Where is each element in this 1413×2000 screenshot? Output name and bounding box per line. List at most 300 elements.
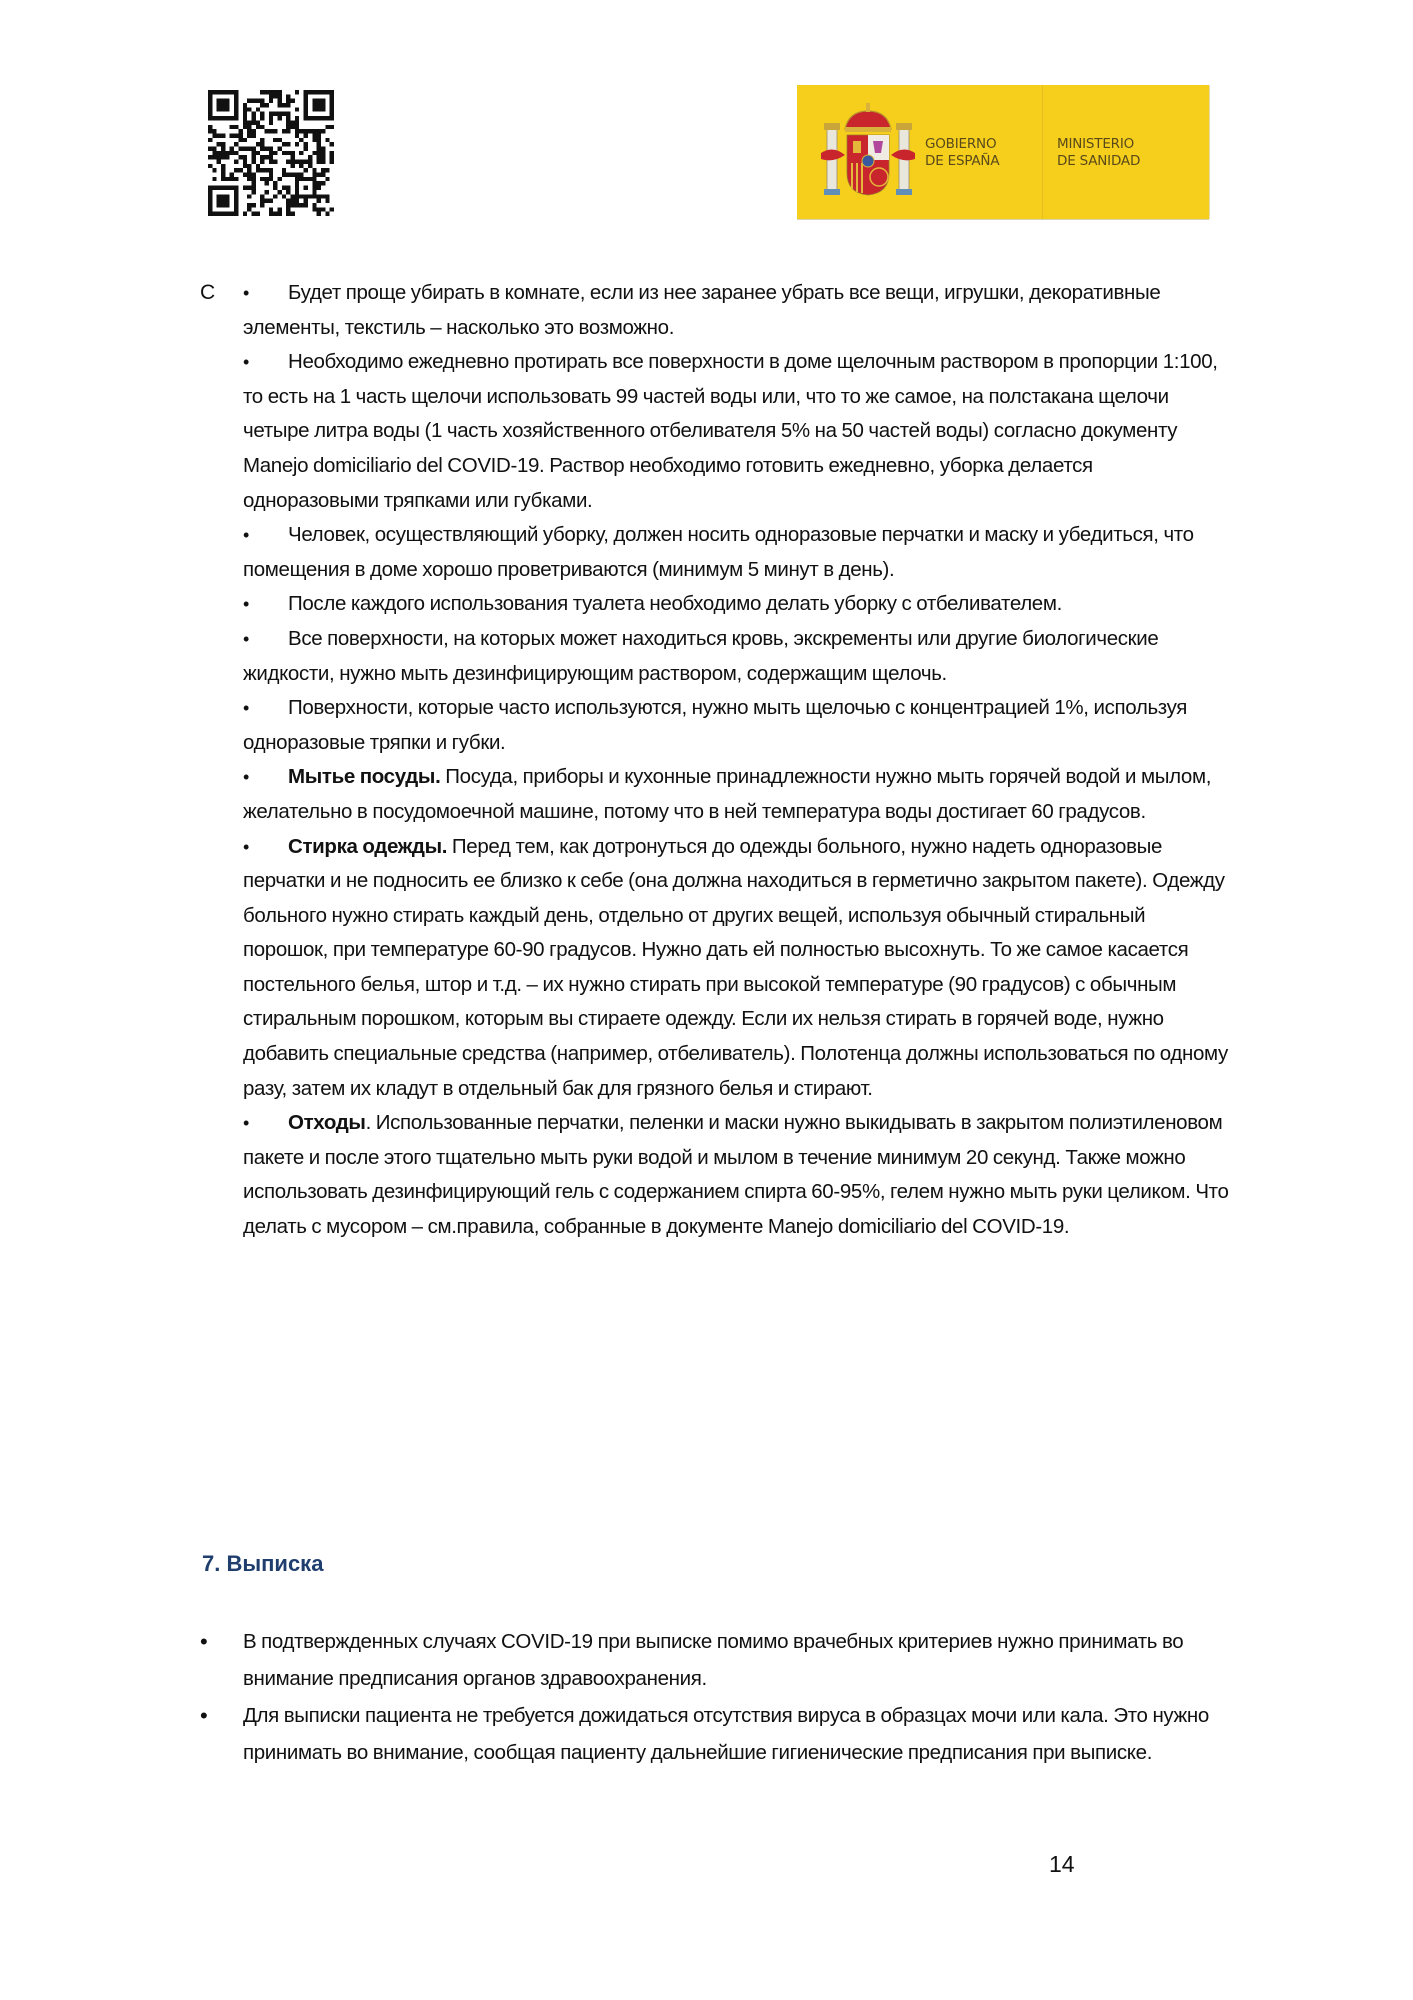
qr-module: [269, 212, 273, 216]
qr-module: [278, 116, 282, 120]
qr-module: [251, 186, 255, 190]
qr-module: [264, 90, 268, 94]
qr-module: [225, 151, 229, 155]
qr-code: [207, 90, 335, 216]
qr-module: [291, 212, 295, 216]
qr-module: [278, 99, 282, 103]
qr-module: [304, 203, 308, 207]
qr-module: [295, 90, 299, 94]
qr-module: [221, 164, 225, 168]
qr-module: [317, 155, 321, 159]
qr-module: [273, 212, 277, 216]
list-item: [243, 345, 1233, 518]
logo-line: DE ESPAÑA: [925, 153, 1000, 169]
qr-module: [260, 116, 264, 120]
qr-module: [243, 120, 247, 124]
qr-module: [295, 160, 299, 164]
bullet-icon: •: [200, 1629, 208, 1654]
qr-module: [325, 168, 329, 172]
qr-module: [325, 199, 329, 203]
discharge-list: [200, 1623, 1210, 1771]
qr-module: [260, 142, 264, 146]
qr-module: [212, 146, 216, 150]
qr-module: [251, 203, 255, 207]
qr-module: [278, 112, 282, 116]
qr-module: [260, 203, 264, 207]
qr-module: [278, 146, 282, 150]
qr-module: [269, 151, 273, 155]
qr-module: [212, 155, 216, 159]
qr-module: [247, 133, 251, 137]
qr-module: [295, 142, 299, 146]
qr-module: [247, 120, 251, 124]
qr-module: [295, 173, 299, 177]
qr-module: [217, 155, 221, 159]
qr-module: [221, 173, 225, 177]
qr-module: [230, 146, 234, 150]
qr-module: [286, 129, 290, 133]
qr-module: [212, 151, 216, 155]
qr-module: [286, 203, 290, 207]
bullet-icon: •: [243, 283, 249, 303]
qr-module: [312, 203, 316, 207]
qr-module: [295, 129, 299, 133]
list-item: [243, 276, 1233, 345]
qr-module: [230, 125, 234, 129]
logo-line: MINISTERIO: [1057, 136, 1135, 152]
qr-module: [291, 155, 295, 159]
qr-module: [256, 151, 260, 155]
list-item: [243, 587, 1233, 622]
qr-module: [282, 173, 286, 177]
item-text: Посуда, приборы и кухонные принадлежности нужно мыть горячей водой и мылом, желательно в посудомоечной машине, потому что в ней температура воды достигает 60 градусов.: [243, 765, 1212, 823]
qr-module: [256, 99, 260, 103]
qr-module: [291, 99, 295, 103]
logo-line: DE SANIDAD: [1057, 153, 1141, 169]
qr-module: [295, 116, 299, 120]
qr-module: [286, 212, 290, 216]
qr-module: [243, 138, 247, 142]
qr-module: [208, 129, 212, 133]
qr-module: [304, 142, 308, 146]
qr-module: [251, 173, 255, 177]
qr-module: [308, 160, 312, 164]
qr-module: [230, 151, 234, 155]
qr-module: [260, 125, 264, 129]
qr-module: [330, 125, 334, 129]
qr-module: [282, 142, 286, 146]
qr-module: [230, 177, 234, 181]
qr-module: [251, 190, 255, 194]
logo-line: GOBIERNO: [925, 136, 997, 152]
qr-module: [230, 133, 234, 137]
bullet-icon: •: [243, 352, 249, 373]
qr-module: [247, 146, 251, 150]
qr-module: [273, 138, 277, 142]
qr-module: [269, 116, 273, 120]
qr-module: [273, 194, 277, 198]
qr-module: [299, 164, 303, 168]
qr-module: [317, 194, 321, 198]
qr-module: [291, 120, 295, 124]
qr-module: [234, 160, 238, 164]
qr-module: [264, 177, 268, 181]
qr-module: [312, 207, 316, 211]
qr-module: [269, 129, 273, 133]
qr-module: [282, 168, 286, 172]
qr-module: [273, 160, 277, 164]
cleaning-instructions-list: [243, 276, 1233, 1245]
qr-module: [269, 90, 273, 94]
qr-module: [251, 120, 255, 124]
qr-module: [273, 151, 277, 155]
qr-module: [247, 177, 251, 181]
qr-module: [260, 112, 264, 116]
qr-module: [243, 125, 247, 129]
item-bold-lead: Отходы: [288, 1111, 366, 1135]
qr-module: [243, 146, 247, 150]
qr-module: [295, 107, 299, 111]
qr-module: [321, 155, 325, 159]
qr-module: [251, 177, 255, 181]
qr-module: [291, 151, 295, 155]
qr-module: [269, 112, 273, 116]
coat-of-arms-icon: [819, 103, 917, 203]
qr-module: [247, 173, 251, 177]
qr-module: [312, 138, 316, 142]
qr-module: [260, 168, 264, 172]
qr-module: [247, 125, 251, 129]
qr-module: [291, 160, 295, 164]
qr-module: [273, 94, 277, 98]
qr-module: [256, 120, 260, 124]
qr-module: [256, 164, 260, 168]
item-bold-lead: Мытье посуды.: [288, 765, 441, 789]
qr-module: [243, 186, 247, 190]
qr-module: [217, 133, 221, 137]
qr-module: [260, 90, 264, 94]
qr-module: [225, 155, 229, 159]
qr-module: [264, 168, 268, 172]
qr-module: [212, 168, 216, 172]
qr-module: [238, 168, 242, 172]
qr-module: [273, 112, 277, 116]
item-text: Поверхности, которые часто используются, нужно мыть щелочью с концентрацией 1%, используя одноразовые тряпки и губки.: [243, 696, 1188, 754]
list-item: [200, 1623, 1210, 1697]
qr-module: [238, 138, 242, 142]
qr-module: [269, 120, 273, 124]
item-text: Человек, осуществляющий уборку, должен носить одноразовые перчатки и маску и убедиться, что помещения в доме хорошо проветриваются (минимум 5 минут в день).: [243, 523, 1194, 581]
list-item: [243, 830, 1233, 1107]
qr-module: [282, 112, 286, 116]
qr-module: [291, 173, 295, 177]
qr-module: [286, 125, 290, 129]
item-text: Перед тем, как дотронуться до одежды больного, нужно надеть одноразовые перчатки и не подносить ее близко к себе (она должна находиться в герметично закрытом пакете). Одежду больного нужно стирать каждый день, отдельно от других вещей, используя обычный стиральный порошок, при температуре 60-90 градусов. Нужно дать ей полностью высохнуть. То же самое касается постельного белья, штор и т.д. – их нужно стирать при высокой температуре (90 градусов) с обычным стиральным порошком, которым вы стираете одежду. Если их нельзя стирать в горячей воде, нужно добавить специальные средства (например, отбеливатель). Полотенца должны использоваться по одному разу, затем их кладут в отдельный бак для грязного белья и стирают.: [243, 834, 1228, 1100]
qr-module: [238, 155, 242, 159]
list-item: [243, 691, 1233, 760]
qr-module: [278, 212, 282, 216]
qr-module: [208, 155, 212, 159]
qr-module: [321, 194, 325, 198]
qr-module: [264, 190, 268, 194]
list-item: [243, 760, 1233, 829]
qr-module: [243, 103, 247, 107]
qr-module: [299, 138, 303, 142]
stray-letter: C: [200, 281, 216, 304]
qr-module: [282, 103, 286, 107]
qr-module: [221, 133, 225, 137]
qr-module: [330, 207, 334, 211]
qr-module: [308, 164, 312, 168]
qr-module: [282, 151, 286, 155]
qr-module: [321, 160, 325, 164]
qr-module: [269, 146, 273, 150]
qr-module: [234, 168, 238, 172]
qr-module: [321, 146, 325, 150]
qr-module: [217, 151, 221, 155]
qr-module: [256, 125, 260, 129]
qr-module: [208, 164, 212, 168]
qr-module: [312, 129, 316, 133]
qr-module: [291, 125, 295, 129]
qr-module: [291, 164, 295, 168]
qr-module: [238, 146, 242, 150]
qr-module: [260, 155, 264, 159]
qr-module: [247, 203, 251, 207]
qr-module: [321, 168, 325, 172]
qr-module: [312, 151, 316, 155]
qr-module: [299, 129, 303, 133]
qr-module: [260, 177, 264, 181]
qr-module: [217, 160, 221, 164]
qr-module: [269, 173, 273, 177]
qr-module: [238, 133, 242, 137]
qr-module: [312, 168, 316, 172]
qr-module: [212, 177, 216, 181]
qr-module: [273, 186, 277, 190]
qr-module: [234, 142, 238, 146]
qr-module: [295, 125, 299, 129]
qr-module: [243, 173, 247, 177]
item-text: Для выписки пациента не требуется дожидаться отсутствия вируса в образцах мочи или кала. Это нужно принимать во внимание, сообщая пациенту дальнейшие гигиенические предписания при выписке.: [243, 1704, 1209, 1764]
qr-module: [247, 107, 251, 111]
qr-module: [308, 155, 312, 159]
qr-module: [321, 151, 325, 155]
qr-module: [251, 112, 255, 116]
qr-module: [247, 99, 251, 103]
bullet-icon: •: [243, 836, 249, 857]
qr-module: [256, 168, 260, 172]
bullet-icon: •: [243, 1113, 249, 1134]
qr-module: [251, 129, 255, 133]
qr-module: [304, 133, 308, 137]
qr-module: [278, 138, 282, 142]
qr-module: [317, 186, 321, 190]
qr-module: [251, 151, 255, 155]
qr-module: [321, 181, 325, 185]
qr-module: [260, 103, 264, 107]
qr-module: [221, 151, 225, 155]
qr-module: [234, 151, 238, 155]
qr-module: [247, 207, 251, 211]
qr-module: [269, 160, 273, 164]
qr-module: [299, 173, 303, 177]
qr-module: [286, 103, 290, 107]
qr-module: [317, 160, 321, 164]
qr-module: [251, 181, 255, 185]
qr-module: [278, 207, 282, 211]
qr-module: [273, 129, 277, 133]
qr-module: [321, 207, 325, 211]
qr-module: [208, 146, 212, 150]
qr-module: [325, 194, 329, 198]
qr-module: [325, 177, 329, 181]
qr-module: [234, 125, 238, 129]
item-text: . Использованные перчатки, пеленки и маски нужно выкидывать в закрытом полиэтиленовом пакете и после этого тщательно мыть руки водой и мылом в течение минимум 20 секунд. Также можно использовать дезинфицирующий гель с содержанием спирта 60-95%, гелем нужно мыть руки целиком. Что делать с мусором – см.правила, собранные в документе Manejo domiciliario del COVID-19.: [243, 1111, 1229, 1239]
qr-module: [269, 177, 273, 181]
item-text: Будет проще убирать в комнате, если из нее заранее убрать все вещи, игрушки, декоративные элементы, текстиль – насколько это возможно.: [243, 281, 1161, 339]
qr-module: [269, 155, 273, 159]
qr-module: [251, 146, 255, 150]
qr-module: [278, 90, 282, 94]
qr-module: [291, 194, 295, 198]
bullet-icon: •: [243, 525, 249, 546]
qr-module: [269, 199, 273, 203]
page-number: 14: [1049, 1851, 1075, 1877]
qr-module: [256, 212, 260, 216]
qr-module: [286, 120, 290, 124]
qr-module: [286, 142, 290, 146]
qr-module: [208, 138, 212, 142]
qr-module: [256, 107, 260, 111]
qr-module: [269, 207, 273, 211]
qr-module: [243, 212, 247, 216]
qr-module: [278, 103, 282, 107]
list-item: [243, 518, 1233, 587]
qr-module: [243, 160, 247, 164]
qr-module: [260, 138, 264, 142]
qr-module: [286, 160, 290, 164]
qr-module: [291, 203, 295, 207]
qr-module: [286, 186, 290, 190]
qr-module: [264, 199, 268, 203]
qr-module: [330, 160, 334, 164]
qr-module: [317, 151, 321, 155]
qr-module: [247, 164, 251, 168]
qr-module: [317, 146, 321, 150]
qr-module: [260, 99, 264, 103]
qr-module: [251, 160, 255, 164]
qr-module: [312, 133, 316, 137]
qr-module: [304, 129, 308, 133]
ministerio-de-sanidad-label: [1057, 136, 1140, 170]
item-text: Необходимо ежедневно протирать все поверхности в доме щелочным раствором в пропорции 1:100, то есть на 1 часть щелочи использовать 99 частей воды или, что то же самое, на полстакана щелочи четыре литра воды (1 часть хозяйственного отбеливателя 5% на 50 частей воды) согласно документу Manejo domiciliario del COVID-19. Раствор необходимо готовить ежедневно, уборка делается одноразовыми тряпками или губками.: [243, 350, 1218, 512]
qr-module: [299, 160, 303, 164]
qr-module: [278, 177, 282, 181]
qr-module: [304, 146, 308, 150]
qr-module: [317, 138, 321, 142]
list-item: [200, 1697, 1210, 1771]
qr-module: [212, 133, 216, 137]
qr-module: [295, 199, 299, 203]
qr-module: [260, 194, 264, 198]
qr-module: [321, 129, 325, 133]
qr-module: [273, 90, 277, 94]
qr-module: [260, 199, 264, 203]
qr-module: [243, 116, 247, 120]
qr-module: [286, 112, 290, 116]
qr-module: [317, 207, 321, 211]
bullet-icon: •: [243, 594, 249, 615]
qr-module: [286, 173, 290, 177]
bullet-icon: •: [200, 1703, 208, 1728]
qr-module: [264, 146, 268, 150]
item-bold-lead: Стирка одежды.: [288, 834, 448, 858]
qr-module: [212, 129, 216, 133]
qr-module: [243, 164, 247, 168]
qr-module: [291, 199, 295, 203]
qr-module: [247, 129, 251, 133]
qr-module: [299, 151, 303, 155]
qr-module: [317, 129, 321, 133]
bullet-icon: •: [243, 628, 249, 649]
logo-divider: [1042, 85, 1043, 219]
qr-module: [286, 94, 290, 98]
bullet-icon: •: [243, 698, 249, 719]
qr-module: [243, 155, 247, 159]
qr-module: [251, 133, 255, 137]
qr-module: [264, 181, 268, 185]
qr-module: [330, 151, 334, 155]
qr-module: [273, 181, 277, 185]
qr-module: [247, 194, 251, 198]
qr-module: [225, 177, 229, 181]
qr-module: [312, 173, 316, 177]
qr-module: [295, 203, 299, 207]
qr-module: [286, 207, 290, 211]
section-heading-discharge: 7. Выписка: [202, 1551, 324, 1577]
list-item: [243, 1106, 1233, 1244]
qr-module: [282, 194, 286, 198]
qr-module: [317, 199, 321, 203]
qr-module: [282, 186, 286, 190]
qr-module: [251, 116, 255, 120]
qr-module: [251, 155, 255, 159]
qr-module: [295, 133, 299, 137]
qr-module: [217, 142, 221, 146]
qr-module: [251, 99, 255, 103]
qr-module: [317, 133, 321, 137]
item-text: Все поверхности, на которых может находиться кровь, экскременты или другие биологические жидкости, нужно мыть дезинфицирующим раствором, содержащим щелочь.: [243, 626, 1159, 685]
qr-module: [243, 107, 247, 111]
qr-module: [264, 155, 268, 159]
qr-module: [317, 181, 321, 185]
qr-module: [304, 199, 308, 203]
qr-module: [221, 146, 225, 150]
gobierno-de-espana-label: [925, 136, 999, 170]
list-item: [243, 622, 1233, 691]
qr-module: [330, 142, 334, 146]
ministry-logo: [797, 85, 1209, 219]
qr-module: [264, 103, 268, 107]
qr-module: [230, 173, 234, 177]
item-text: После каждого использования туалета необходимо делать уборку с отбеливателем.: [288, 592, 1062, 616]
qr-module: [247, 186, 251, 190]
qr-module: [221, 177, 225, 181]
qr-module: [243, 112, 247, 116]
qr-module: [286, 116, 290, 120]
qr-module: [299, 203, 303, 207]
